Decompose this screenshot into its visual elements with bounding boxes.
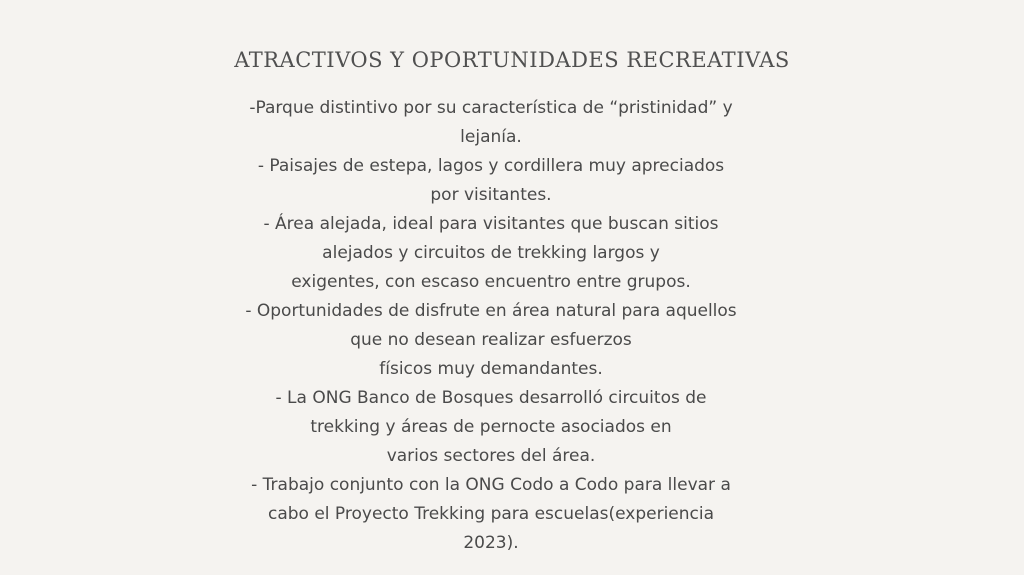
body-line: que no desean realizar esfuerzos	[350, 330, 632, 350]
body-line: trekking y áreas de pernocte asociados en	[310, 417, 672, 437]
body-line: - Paisajes de estepa, lagos y cordillera muy apreciados	[257, 156, 725, 176]
body-line: - La ONG Banco de Bosques desarrolló circuitos de	[275, 388, 707, 408]
slide-title: ATRACTIVOS Y OPORTUNIDADES RECREATIVAS	[234, 48, 790, 72]
slide-body	[200, 94, 782, 558]
body-line: - Oportunidades de disfrute en área natural para aquellos	[245, 301, 737, 321]
body-line: alejados y circuitos de trekking largos y	[322, 243, 660, 263]
body-line: por visitantes.	[430, 185, 552, 205]
body-line: - Trabajo conjunto con la ONG Codo a Codo para llevar a	[251, 475, 731, 495]
body-line: cabo el Proyecto Trekking para escuelas(experiencia	[267, 504, 715, 524]
body-line: lejanía.	[460, 127, 522, 147]
body-line: exigentes, con escaso encuentro entre grupos.	[291, 272, 691, 292]
body-line: -Parque distintivo por su característica de “pristinidad” y	[249, 98, 733, 118]
body-line: varios sectores del área.	[386, 446, 596, 466]
body-line: 2023).	[463, 533, 519, 553]
body-line: - Área alejada, ideal para visitantes que buscan sitios	[263, 214, 719, 234]
body-line: físicos muy demandantes.	[379, 359, 603, 379]
